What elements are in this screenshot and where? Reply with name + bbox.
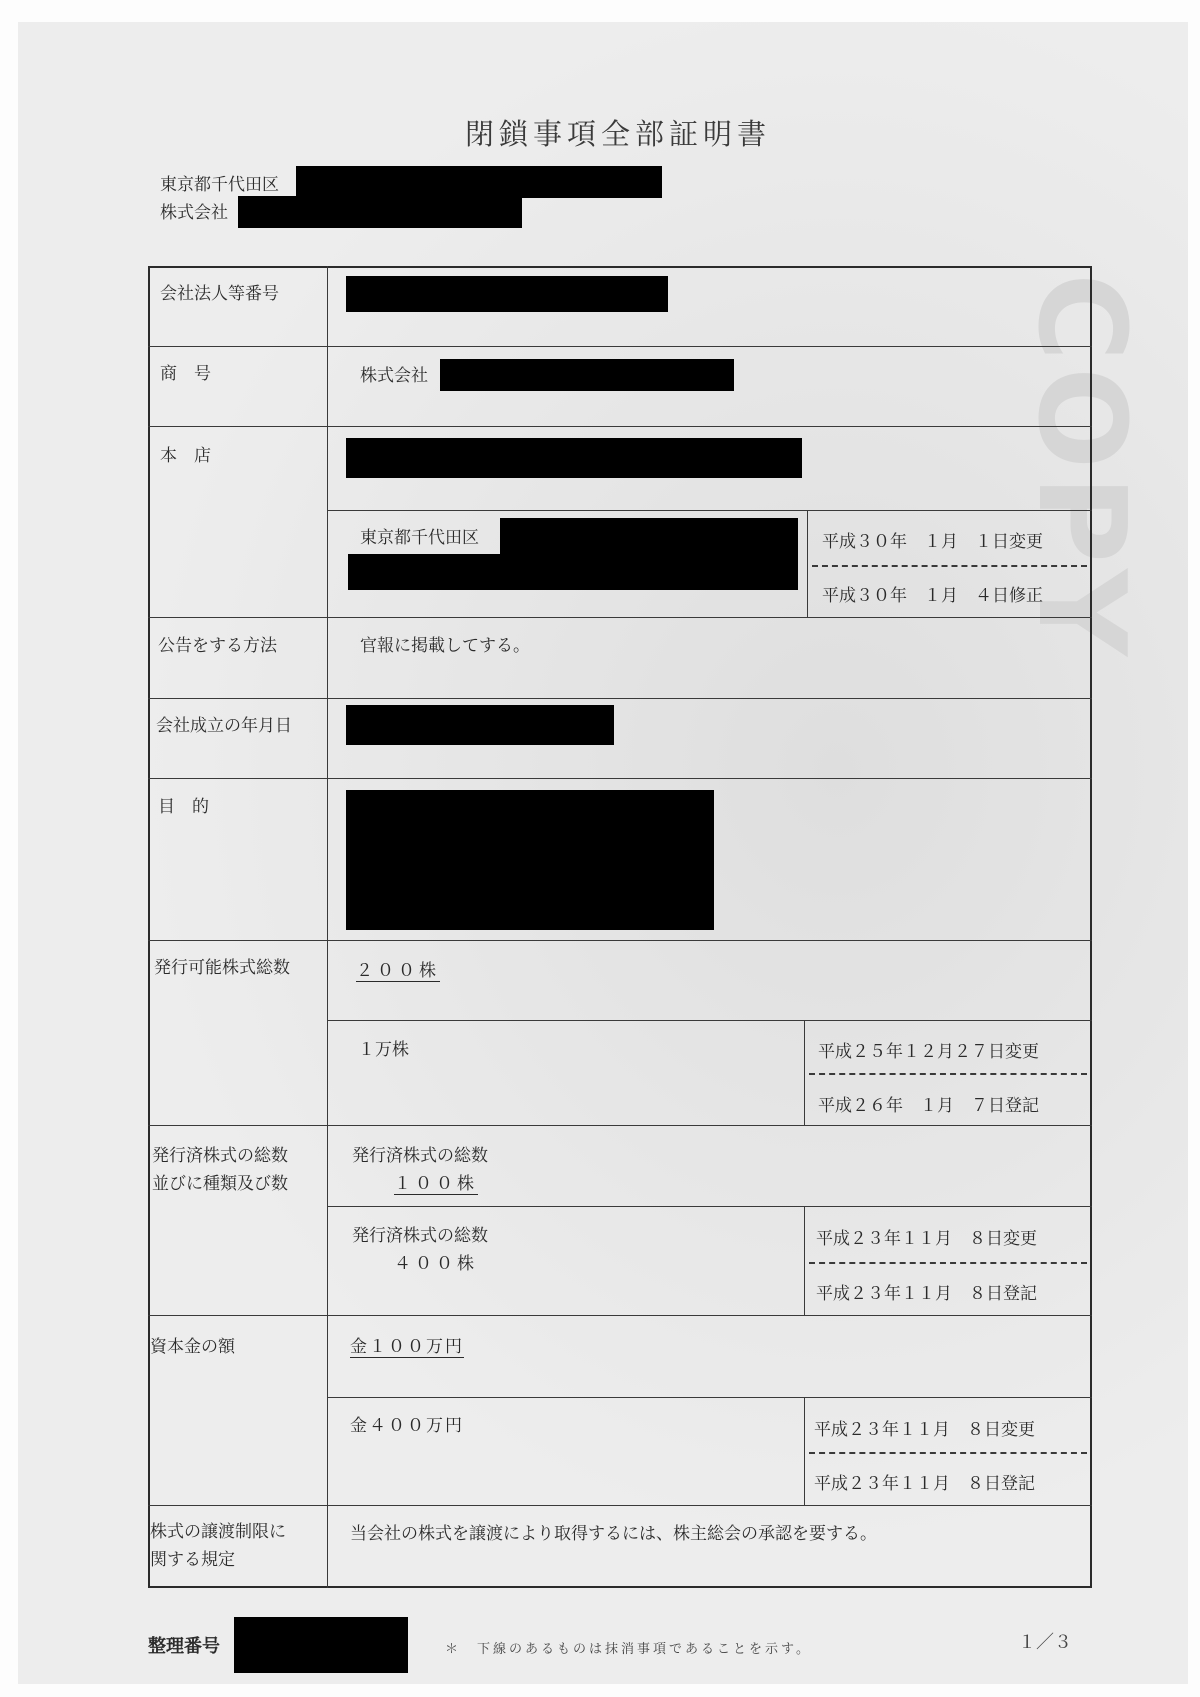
subrow-separator [327,1397,1092,1398]
date-column-divider [804,1397,805,1505]
issued-shares-old-value: １００株 [394,1174,478,1194]
subrow-separator [327,1020,1092,1021]
row-separator [148,1125,1092,1126]
date-dash-separator [809,1452,1087,1454]
redaction-head-office-address-line2 [348,554,798,590]
redaction-purpose [346,790,714,930]
redaction-header-address [296,166,662,198]
transfer-restriction-value: 当会社の株式を譲渡により取得するには、株主総会の承認を要する。 [350,1524,877,1544]
capital-date-changed: 平成２３年１１月 ８日変更 [814,1420,1035,1440]
subrow-separator [327,510,1092,511]
public-notice-value: 官報に掲載してする。 [360,636,530,656]
label-capital: 資本金の額 [150,1337,235,1357]
redaction-corporate-number [346,276,668,312]
label-corporate-number: 会社法人等番号 [160,284,279,304]
document-title: 閉鎖事項全部証明書 [465,117,772,151]
row-separator [148,426,1092,427]
authorized-shares-date-changed: 平成２５年１２月２７日変更 [818,1042,1039,1062]
row-separator [148,698,1092,699]
reference-number-label: 整理番号 [148,1636,220,1657]
redaction-old-head-office [346,438,802,478]
trade-name-prefix: 株式会社 [360,366,428,386]
page-number: １／３ [1018,1632,1072,1653]
redaction-reference-number [234,1617,408,1673]
capital-new-value: 金４００万円 [350,1416,464,1436]
redaction-establishment-date [346,705,614,745]
issued-shares-new-value: ４００株 [394,1254,478,1274]
label-authorized-shares: 発行可能株式総数 [154,958,290,978]
row-separator [148,617,1092,618]
row-separator [148,346,1092,347]
row-separator [148,778,1092,779]
date-dash-separator [812,565,1087,567]
date-column-divider [807,510,808,617]
issued-shares-date-registered: 平成２３年１１月 ８日登記 [816,1284,1037,1304]
issued-shares-old-caption: 発行済株式の総数 [352,1146,488,1166]
capital-old-value: 金１００万円 [350,1337,464,1357]
underline-footnote: ＊ 下線のあるものは抹消事項であることを示す。 [445,1642,812,1657]
head-office-date-changed: 平成３０年 １月 １日変更 [822,532,1043,552]
row-separator [148,940,1092,941]
header-address: 東京都千代田区 [160,175,279,195]
label-public-notice: 公告をする方法 [158,636,277,656]
issued-shares-date-changed: 平成２３年１１月 ８日変更 [816,1229,1037,1249]
label-transfer-restriction: 株式の譲渡制限に 関する規定 [150,1522,286,1570]
label-head-office: 本 店 [160,446,211,466]
head-office-address-prefix: 東京都千代田区 [360,528,479,548]
redaction-header-company [238,196,522,228]
header-company-name: 株式会社 [160,203,228,223]
label-issued-shares: 発行済株式の総数 並びに種類及び数 [152,1146,288,1194]
head-office-date-corrected: 平成３０年 １月 ４日修正 [822,586,1043,606]
capital-date-registered: 平成２３年１１月 ８日登記 [814,1474,1035,1494]
label-purpose: 目 的 [158,797,209,817]
row-separator [148,1505,1092,1506]
redaction-trade-name [440,359,734,391]
authorized-shares-old-value: ２００株 [356,961,440,981]
date-column-divider [804,1206,805,1315]
label-column-divider [327,266,328,1588]
authorized-shares-new-value: １万株 [358,1040,409,1060]
subrow-separator [327,1206,1092,1207]
label-trade-name: 商 号 [160,364,211,384]
date-dash-separator [809,1073,1087,1075]
issued-shares-new-caption: 発行済株式の総数 [352,1226,488,1246]
row-separator [148,1315,1092,1316]
date-dash-separator [809,1262,1087,1264]
date-column-divider [804,1020,805,1125]
copy-watermark: COPY [1011,273,1150,662]
redaction-head-office-address [500,518,798,554]
label-establishment-date: 会社成立の年月日 [156,716,292,736]
authorized-shares-date-registered: 平成２６年 １月 ７日登記 [818,1096,1039,1116]
